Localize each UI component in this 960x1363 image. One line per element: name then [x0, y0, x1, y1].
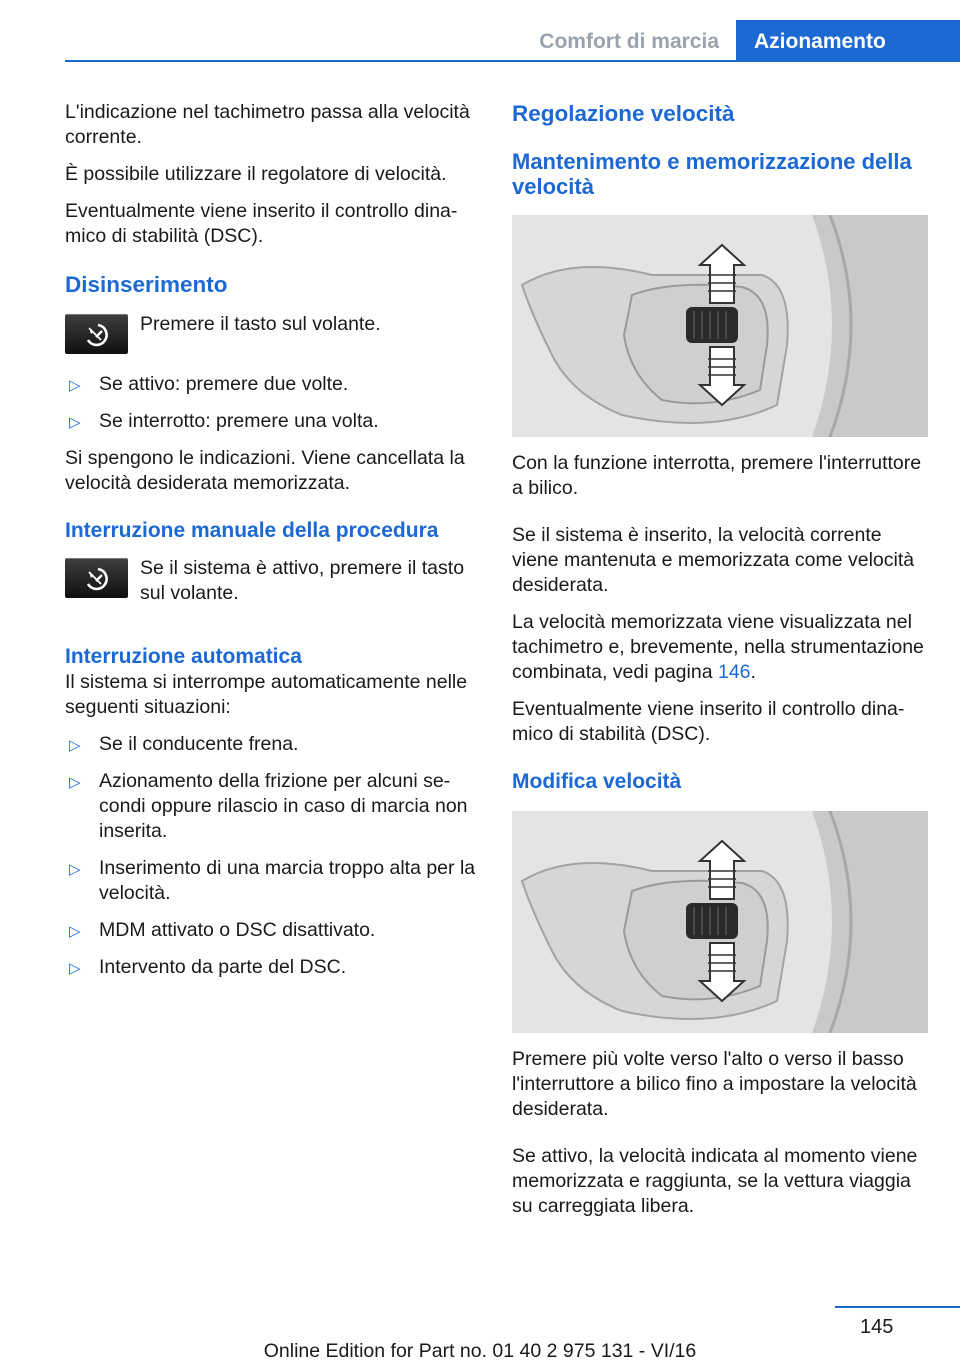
list-item: ▷ Se il conducente frena.	[65, 732, 483, 757]
header-rule	[65, 60, 960, 62]
triangle-right-icon: ▷	[69, 960, 81, 977]
paragraph: Se attivo, la velocità indicata al momento viene memorizzata e raggiunta, se la vettura viaggia su carreggiata libera.	[512, 1145, 918, 1217]
paragraph: L'indicazione nel tachimetro passa alla velocità corrente.	[65, 101, 470, 148]
page-number: 145	[860, 1316, 894, 1338]
cruise-control-button-icon	[65, 558, 128, 598]
triangle-right-icon: ▷	[69, 774, 81, 791]
heading-interruzione-automatica: Interruzione automatica	[65, 645, 302, 668]
list-item: ▷ Inserimento di una marcia troppo alta per la velocità.	[69, 857, 476, 904]
button-instruction-text: Premere il tasto sul volante.	[140, 313, 381, 335]
header-section-tab[interactable]: Comfort di marcia	[530, 20, 735, 60]
triangle-right-icon: ▷	[69, 923, 81, 940]
list	[65, 372, 483, 434]
heading-regolazione-velocita: Regolazione velocità	[512, 101, 735, 126]
triangle-right-icon: ▷	[69, 861, 81, 878]
paragraph: Se il sistema è inserito, la velocità corrente viene mantenuta e memorizzata come velocità desiderata.	[512, 524, 915, 596]
list-item: ▷ MDM attivato o DSC disattivato.	[65, 918, 483, 943]
paragraph: La velocità memorizzata viene visualizzata nel tachimetro e, brevemente, nella strumentazione combinata, vedi pagina 146.	[512, 611, 924, 683]
paragraph: Premere più volte verso l'alto o verso il basso l'interruttore a bilico fino a impostare la velocità desiderata.	[512, 1048, 917, 1120]
list-item: ▷ Intervento da parte del DSC.	[65, 955, 483, 980]
paragraph: È possibile utilizzare il regolatore di velocità.	[65, 163, 447, 185]
page-header	[0, 0, 960, 62]
triangle-right-icon: ▷	[69, 414, 81, 431]
cruise-control-button-icon	[65, 314, 128, 354]
list-item: ▷ Se interrotto: premere una volta.	[65, 409, 483, 434]
footer-rule	[835, 1306, 960, 1308]
edition-footer: Online Edition for Part no. 01 40 2 975 131 - VI/16	[263, 1340, 697, 1362]
triangle-right-icon: ▷	[69, 377, 81, 394]
paragraph: Eventualmente viene inserito il controllo dinamico di stabilità (DSC).	[65, 200, 458, 247]
list	[65, 732, 483, 980]
rocker-switch-illustration	[512, 215, 928, 437]
paragraph: Con la funzione interrotta, premere l'interruttore a bilico.	[512, 452, 922, 499]
heading-disinserimento: Disinserimento	[65, 272, 228, 297]
button-instruction	[65, 556, 483, 640]
paragraph: Si spengono le indicazioni. Viene cancellata la velocità desiderata memorizzata.	[65, 447, 465, 494]
right-column	[512, 100, 930, 1231]
heading-interruzione-manuale: Interruzione manuale della procedura	[65, 519, 439, 542]
heading-modifica-velocita: Modifica velocità	[512, 770, 682, 793]
button-instruction-text: Se il sistema è attivo, premere il tasto sul volante.	[140, 557, 465, 604]
triangle-right-icon: ▷	[69, 737, 81, 754]
paragraph: Eventualmente viene inserito il controllo dinamico di stabilità (DSC).	[512, 698, 905, 745]
button-instruction	[65, 312, 483, 372]
rocker-switch-illustration	[512, 811, 928, 1033]
list-item: ▷ Se attivo: premere due volte.	[65, 372, 483, 397]
paragraph: Il sistema si interrompe automaticamente nelle seguenti situazioni:	[65, 671, 468, 718]
header-chapter-tab[interactable]: Azionamento	[736, 20, 960, 62]
left-column	[65, 100, 483, 992]
page-link[interactable]: 146	[717, 661, 751, 683]
heading-mantenimento: Mantenimento e memorizzazione della velocità	[512, 149, 912, 199]
list-item: ▷ Azionamento della frizione per alcuni secondi oppure rilascio in caso di marcia non inserita.	[69, 770, 468, 842]
